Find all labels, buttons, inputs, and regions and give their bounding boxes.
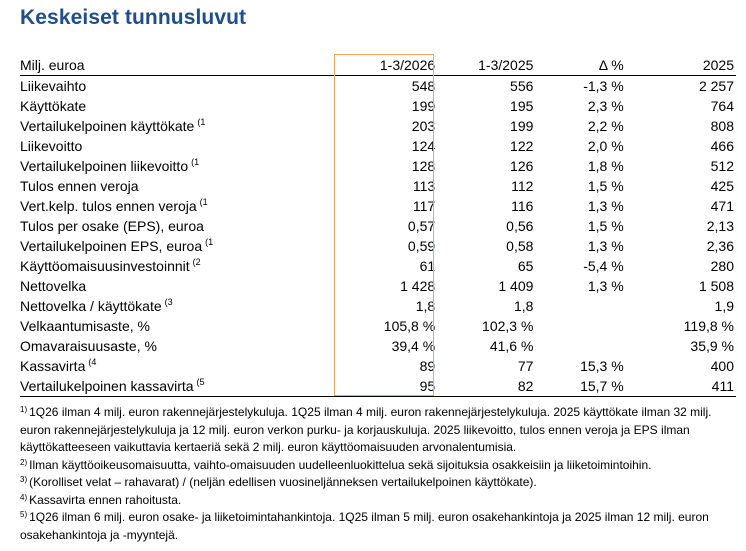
- cell-year-2025: 400: [710, 358, 734, 374]
- cell-change-percent: 1,3 %: [587, 238, 624, 254]
- key-figures-table: [20, 55, 736, 397]
- cell-q1-2026: 113: [412, 178, 436, 194]
- row-label: [20, 96, 335, 116]
- cell-year-2025: 764: [710, 98, 734, 114]
- row-label-text: Liikevoitto: [20, 138, 83, 154]
- row-label: [20, 356, 335, 376]
- row-label-text: Tulos per osake (EPS), euroa: [20, 218, 204, 234]
- footnote-ref: (1: [199, 197, 208, 207]
- cell-q1-2026: 39,4 %: [391, 338, 436, 354]
- cell-year-2025: 512: [710, 158, 734, 174]
- table-row: [20, 256, 736, 276]
- row-label: [20, 276, 335, 296]
- header-q1-2026: 1-3/2026: [335, 55, 439, 76]
- row-label: [20, 136, 335, 156]
- cell-year-2025: 466: [710, 138, 734, 154]
- cell-change-percent: 1,8 %: [587, 158, 624, 174]
- cell-year-2025: 1 508: [698, 278, 734, 294]
- cell-q1-2026: 0,59: [407, 238, 436, 254]
- footnote: [20, 457, 742, 475]
- footnote-text: (Korolliset velat – rahavarat) / (neljän edellisen vuosineljänneksen vertailukelpoinen käyttökate).: [29, 475, 537, 489]
- cell-q1-2025: 102,3 %: [482, 318, 534, 334]
- footnote: [20, 509, 742, 544]
- table-row: [20, 356, 736, 376]
- table-row: [20, 196, 736, 216]
- footnote-mark: 1): [20, 405, 28, 414]
- header-change-percent: Δ %: [533, 55, 623, 76]
- cell-q1-2026: 203: [411, 118, 436, 134]
- footnote-mark: 4): [20, 492, 28, 502]
- table-row: [20, 336, 736, 356]
- cell-year-2025: 411: [624, 376, 736, 397]
- row-label-text: Velkaantumisaste, %: [20, 318, 150, 334]
- cell-change-percent: -1,3 %: [583, 78, 624, 94]
- cell-q1-2026: 1 428: [400, 278, 436, 294]
- table-row: [20, 76, 736, 97]
- cell-q1-2025: 195: [510, 98, 534, 114]
- row-label-text: Vertailukelpoinen liikevoitto: [20, 158, 189, 174]
- row-label-text: Kassavirta: [20, 358, 86, 374]
- footnote-ref: (1: [205, 237, 214, 247]
- header-q1-2025: 1-3/2025: [439, 55, 533, 76]
- cell-change-percent: 1,3 %: [587, 198, 624, 214]
- cell-q1-2025: 77: [517, 358, 534, 374]
- footnote-ref: (4: [88, 357, 97, 367]
- cell-year-2025: 35,9 %: [690, 338, 734, 354]
- cell-q1-2025: 82: [439, 376, 533, 397]
- cell-year-2025: 425: [710, 178, 734, 194]
- row-label: [20, 116, 335, 136]
- cell-year-2025: 2,13: [706, 218, 734, 234]
- cell-change-percent: [533, 296, 623, 316]
- row-label-text: Omavaraisuusaste, %: [20, 338, 157, 354]
- footnote-text: Ilman käyttöoikeusomaisuutta, vaihto-omaisuuden uudelleenluokittelua sekä sijoituksia osakkeisiin ja liiketoimintoihin.: [29, 457, 652, 472]
- cell-q1-2025: 65: [517, 258, 534, 274]
- cell-q1-2026: 0,57: [407, 218, 436, 234]
- footnote-ref: (2: [192, 257, 201, 267]
- header-unit: Milj. euroa: [20, 55, 335, 76]
- row-label: [20, 76, 335, 97]
- row-label-text: Tulos ennen veroja: [20, 178, 139, 194]
- cell-year-2025: 2,36: [706, 238, 734, 254]
- row-label-text: Käyttökate: [20, 98, 87, 114]
- cell-q1-2025: 112: [511, 178, 534, 194]
- row-label-text: Vertailukelpoinen kassavirta: [20, 378, 194, 394]
- cell-q1-2025: 1,8: [513, 298, 534, 314]
- cell-year-2025: 1,9: [714, 298, 734, 314]
- table-row: [20, 156, 736, 176]
- table-row: [20, 376, 736, 397]
- row-label-text: Nettovelka / käyttökate: [20, 298, 162, 314]
- cell-q1-2025: 116: [511, 198, 534, 214]
- footnotes: [20, 404, 742, 544]
- header-year-2025: 2025: [624, 55, 736, 76]
- cell-change-percent: 15,3 %: [580, 358, 624, 374]
- footnote-text: Kassavirta ennen rahoitusta.: [29, 492, 182, 507]
- cell-q1-2026: 124: [411, 138, 436, 154]
- table-row: [20, 176, 736, 196]
- cell-change-percent: 2,2 %: [587, 118, 624, 134]
- cell-q1-2026: 548: [411, 78, 436, 94]
- table-row: [20, 276, 736, 296]
- cell-q1-2026: 117: [412, 198, 436, 214]
- row-label: [20, 176, 335, 196]
- cell-q1-2025: 126: [510, 158, 534, 174]
- cell-q1-2025: 0,58: [506, 238, 534, 254]
- cell-q1-2025: 1 409: [498, 278, 534, 294]
- cell-q1-2025: 199: [510, 118, 534, 134]
- footnote-text: 1Q26 ilman 4 milj. euron rakennejärjestelykuluja. 1Q25 ilman 4 milj. euron rakennejärjestelykuluja. 2025 käyttökate ilman 32 milj. euron rakennejärjestelykuluja ja 12 milj. euron verkon purku- ja korjauskuluja. 2025 liikevoitto, tulos ennen veroja ja EPS ilman käyttökatteeseen vaikuttavia kertaeriä sekä 2 milj. euron käyttöomaisuuden arvonalentumisia.: [20, 405, 712, 454]
- cell-q1-2025: 122: [510, 138, 534, 154]
- cell-change-percent: [533, 336, 623, 356]
- cell-change-percent: [533, 316, 623, 336]
- table-row: [20, 316, 736, 336]
- cell-change-percent: 2,3 %: [587, 98, 624, 114]
- row-label: [20, 296, 335, 316]
- footnote-mark: 5): [20, 510, 28, 519]
- cell-q1-2026: 95: [335, 376, 439, 397]
- row-label-text: Vertailukelpoinen käyttökate: [20, 118, 195, 134]
- row-label-text: Vertailukelpoinen EPS, euroa: [20, 238, 203, 254]
- cell-change-percent: -5,4 %: [583, 258, 624, 274]
- row-label-text: Käyttöomaisuusinvestoinnit: [20, 258, 190, 274]
- row-label: [20, 336, 335, 356]
- table-row: [20, 236, 736, 256]
- footnote-text: 1Q26 ilman 6 milj. euron osake- ja liiketoimintahankintoja. 1Q25 ilman 5 milj. euron osakehankintoja ja 2025 ilman 12 milj. euron osakehankintoja ja -myyntejä.: [20, 510, 709, 542]
- cell-change-percent: 15,7 %: [533, 376, 623, 397]
- footnote-ref: (1: [191, 157, 200, 167]
- page-title: Keskeiset tunnusluvut: [20, 6, 247, 29]
- cell-q1-2025: 556: [510, 78, 534, 94]
- row-label: [20, 156, 335, 176]
- footnote: [20, 404, 742, 457]
- cell-year-2025: 808: [710, 118, 734, 134]
- footnote: [20, 474, 742, 492]
- footnote-mark: 2): [20, 457, 28, 467]
- table-row: [20, 136, 736, 156]
- footnote-mark: 3): [20, 475, 28, 484]
- cell-q1-2026: 1,8: [415, 298, 436, 314]
- row-label-text: Liikevaihto: [20, 78, 87, 94]
- footnote-ref: (3: [164, 297, 173, 307]
- row-label-text: Vert.kelp. tulos ennen veroja: [20, 198, 197, 214]
- table-row: [20, 96, 736, 116]
- cell-change-percent: 1,5 %: [587, 178, 624, 194]
- cell-year-2025: 119,8 %: [683, 318, 734, 334]
- cell-year-2025: 2 257: [698, 78, 734, 94]
- table-row: [20, 116, 736, 136]
- footnote: [20, 492, 742, 510]
- cell-change-percent: 1,3 %: [587, 278, 624, 294]
- cell-year-2025: 471: [710, 198, 734, 214]
- row-label-text: Nettovelka: [20, 278, 87, 294]
- cell-q1-2026: 199: [411, 98, 436, 114]
- cell-q1-2026: 105,8 %: [383, 318, 436, 334]
- row-label: [20, 316, 335, 336]
- cell-year-2025: 280: [710, 258, 734, 274]
- row-label: [20, 256, 335, 276]
- footnote-ref: (1: [197, 117, 206, 127]
- cell-q1-2026: 89: [419, 358, 436, 374]
- cell-q1-2026: 61: [419, 258, 436, 274]
- row-label: [20, 236, 335, 256]
- table-row: [20, 296, 736, 316]
- cell-q1-2026: 128: [411, 158, 436, 174]
- cell-change-percent: 1,5 %: [587, 218, 624, 234]
- cell-q1-2025: 41,6 %: [489, 338, 534, 354]
- row-label: [20, 376, 335, 397]
- cell-q1-2025: 0,56: [506, 218, 534, 234]
- row-label: [20, 196, 335, 216]
- footnote-ref: (5: [196, 377, 205, 387]
- cell-change-percent: 2,0 %: [587, 138, 624, 154]
- table-header-row: [20, 55, 736, 76]
- table-row: [20, 216, 736, 236]
- row-label: [20, 216, 335, 236]
